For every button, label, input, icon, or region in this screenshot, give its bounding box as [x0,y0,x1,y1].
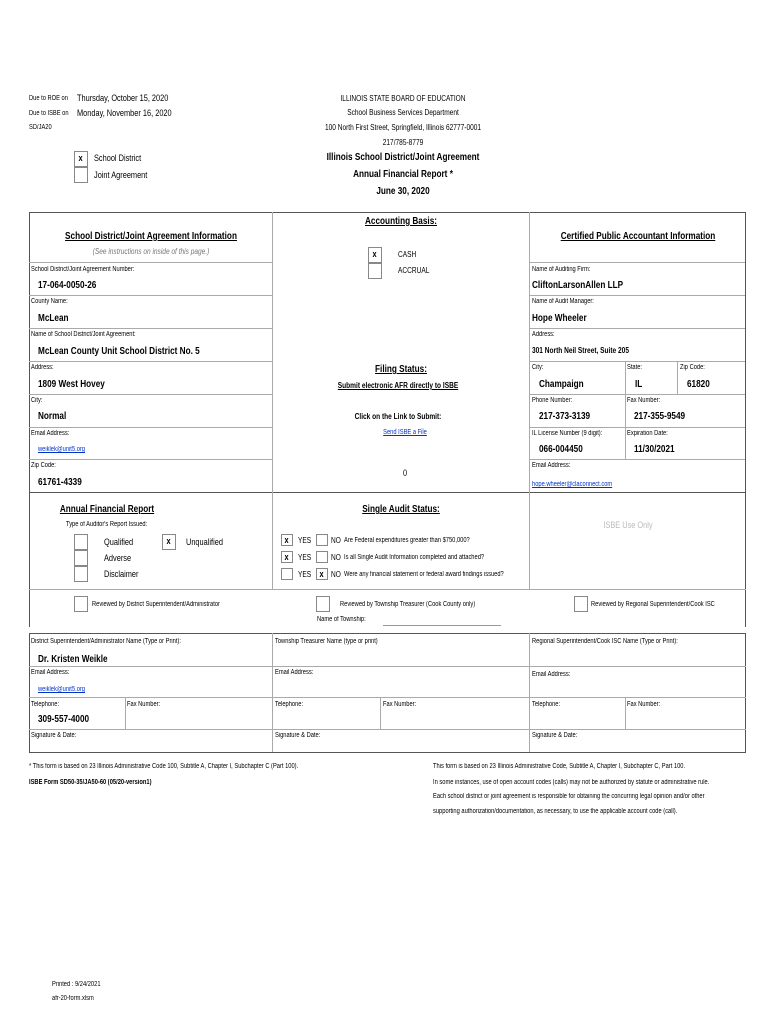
zero-value: 0 [402,468,408,478]
qualified-checkbox[interactable] [74,534,88,550]
county-label: County Name: [31,298,68,305]
firm-label: Name of Auditing Firm: [532,266,591,273]
regional-name-label: Regional Superintendent/Cook ISC Name (Type or Print): [532,638,678,645]
township-review-checkbox[interactable] [316,596,330,612]
frame-right [745,212,746,492]
license-number[interactable]: 066-004450 [539,444,583,455]
unqualified-label: Unqualified [186,537,223,547]
twp-signature-label: Signature & Date: [275,732,321,739]
check-mark: x [319,569,324,579]
sup-email-label: Email Address: [31,669,70,676]
q2-yes-checkbox[interactable] [281,551,293,563]
isbe-use-only: ISBE Use Only [603,520,653,530]
divider-left [272,212,273,492]
cash-label: CASH [398,250,417,259]
district-number-label: School District/Joint Agreement Number: [31,266,135,273]
cpa-address-label: Address: [532,331,555,338]
expiration-date[interactable]: 11/30/2021 [634,444,675,455]
instructions-note: (See instructions on inside of this page.) [92,247,210,256]
district-name-label: Name of School District/Joint Agreement: [31,331,136,338]
accrual-checkbox[interactable] [368,263,382,279]
zip-label: Zip Code: [31,462,56,469]
q3-yes-label: YES [298,570,312,579]
q2-yes-label: YES [298,553,312,562]
firm-name[interactable]: CliftonLarsonAllen LLP [532,280,624,291]
manager-label: Name of Audit Manager: [532,298,594,305]
twp-fax-label: Fax Number: [383,701,417,708]
check-mark: x [166,536,171,546]
q2-no-checkbox[interactable] [316,551,328,563]
cpa-city-label: City: [532,364,544,371]
superintendent-name[interactable]: Dr. Kristen Weikle [38,654,108,665]
cpa-phone[interactable]: 217-373-3139 [539,411,591,422]
frame-top [29,212,746,213]
cpa-fax[interactable]: 217-355-9549 [634,411,686,422]
superintendent-email[interactable]: weiklek@unit5.org [38,686,85,693]
cpa-zip-label: Zip Code: [680,364,705,371]
q1-yes-checkbox[interactable] [281,534,293,546]
send-isbe-link[interactable]: Send ISBE a File [383,429,427,436]
footnote-left: * This form is based on 23 Illinois Administrative Code 100, Subtitle A, Chapter I, Subchapter C (Part 100). [29,763,299,770]
printed-date: Printed : 9/24/2021 [52,981,101,988]
file-name: afr-20-form.xlsm [52,995,94,1002]
adverse-label: Adverse [104,553,132,563]
due-isbe-label: Due to ISBE on [29,110,69,117]
superintendent-telephone[interactable]: 309-557-4000 [38,714,90,725]
state-label: State: [627,364,643,371]
expiration-label: Expiration Date: [627,430,668,437]
email-label: Email Address: [31,430,70,437]
agency-address: 100 North First Street, Springfield, Illinois 62777-0001 [324,123,482,132]
license-label: IL License Number (9 digit): [532,430,603,437]
cpa-address[interactable]: 301 North Neil Street, Suite 205 [532,346,629,355]
district-info-title: School District/Joint Agreement Information [65,231,237,242]
district-number[interactable]: 17-064-0050-26 [38,280,97,291]
form-id: ISBE Form SD50-35/JA50-60 (05/20-version1) [29,779,152,786]
q1-no-label: NO [331,536,341,545]
footnote-right-4: supporting authorization/documentation, as necessary, to use the applicable account code (call). [433,808,678,815]
due-roe-date: Thursday, October 15, 2020 [77,93,169,103]
qualified-label: Qualified [104,537,134,547]
footnote-right-2: In some instances, use of open account codes (calls) may not be authorized by statute or administrative rule. [433,779,710,786]
reg-signature-label: Signature & Date: [532,732,578,739]
agency-name: ILLINOIS STATE BOARD OF EDUCATION [340,94,466,103]
county-name[interactable]: McLean [38,313,69,324]
single-audit-title: Single Audit Status: [362,504,440,515]
cash-checkbox[interactable] [368,247,382,263]
report-type-label: Type of Auditor's Report Issued: [66,521,148,528]
question-federal-expenditures: Are Federal expenditures greater than $750,000? [344,537,470,544]
cpa-email[interactable]: hope.wheeler@claconnect.com [532,481,613,488]
question-findings-issued: Were any financial statement or federal award findings issued? [344,571,504,578]
accrual-label: ACCRUAL [398,266,430,275]
footnote-right-3: Each school district or joint agreement is responsible for obtaining the concurring legal opinion and/or other [433,793,705,800]
township-name-label: Name of Township: [317,616,366,623]
manager-name[interactable]: Hope Wheeler [532,313,587,324]
address-label: Address: [31,364,54,371]
township-review-label: Reviewed by Township Treasurer (Cook County only) [340,601,476,608]
divider-right [529,212,530,492]
district-review-checkbox[interactable] [74,596,88,612]
afr-title: Annual Financial Report [59,504,155,515]
district-email[interactable]: weiklek@unit5.org [38,446,85,453]
disclaimer-label: Disclaimer [104,569,139,579]
check-mark: x [78,153,83,163]
sd-code: SD/JA20 [29,124,52,131]
joint-agreement-checkbox[interactable] [74,167,88,183]
disclaimer-checkbox[interactable] [74,566,88,582]
frame-left [29,212,30,492]
agency-phone: 217/785-8779 [382,138,424,147]
department: School Business Services Department [347,108,459,117]
district-review-label: Reviewed by District Superintendent/Administrator [92,601,220,608]
regional-review-checkbox[interactable] [574,596,588,612]
footnote-right-1: This form is based on 23 Illinois Administrative Code, Subtitle A, Chapter I, Subchapter C, Part 100. [433,763,686,770]
q3-yes-checkbox[interactable] [281,568,293,580]
sup-tel-label: Telephone: [31,701,60,708]
regional-review-label: Reviewed by Regional Superintendent/Cook ISC [591,601,715,608]
reg-email-label: Email Address: [532,671,571,678]
superintendent-name-label: District Superintendent/Administrator Name (Type or Print): [31,638,181,645]
district-address[interactable]: 1809 West Hovey [38,379,105,390]
q1-yes-label: YES [298,536,312,545]
twp-email-label: Email Address: [275,669,314,676]
cpa-state[interactable]: IL [635,379,643,390]
phone-label: Phone Number: [532,397,573,404]
adverse-checkbox[interactable] [74,550,88,566]
cpa-zip[interactable]: 61820 [687,379,710,390]
district-city[interactable]: Normal [38,411,67,422]
click-link-label: Click on the Link to Submit: [354,412,442,421]
reg-fax-label: Fax Number: [627,701,661,708]
check-mark: x [372,249,377,259]
cpa-email-label: Email Address: [532,462,571,469]
filing-status-subtitle: Submit electronic AFR directly to ISBE [337,381,459,390]
treasurer-name-label: Township Treasurer Name (type or print) [275,638,378,645]
sup-fax-label: Fax Number: [127,701,161,708]
report-subtitle: Annual Financial Report * [353,169,453,180]
sup-signature-label: Signature & Date: [31,732,77,739]
question-single-audit-info: Is all Single Audit Information completed and attached? [344,554,485,561]
fax-label: Fax Number: [627,397,661,404]
option-school-district: School District [94,153,142,163]
cpa-info-title: Certified Public Accountant Information [560,231,716,242]
district-zip[interactable]: 61761-4339 [38,477,82,488]
filing-status-title: Filing Status: [375,364,427,375]
city-label: City: [31,397,43,404]
report-date: June 30, 2020 [376,186,430,197]
school-district-checkbox[interactable] [74,151,88,167]
q2-no-label: NO [331,553,341,562]
twp-tel-label: Telephone: [275,701,304,708]
reg-tel-label: Telephone: [532,701,561,708]
accounting-basis-title: Accounting Basis: [365,216,437,227]
q3-no-label: NO [331,570,341,579]
check-mark: x [284,535,289,545]
due-isbe-date: Monday, November 16, 2020 [77,108,172,118]
cpa-city[interactable]: Champaign [539,379,584,390]
unqualified-checkbox[interactable] [162,534,176,550]
check-mark: x [284,552,289,562]
option-joint-agreement: Joint Agreement [94,170,148,180]
district-name[interactable]: McLean County Unit School District No. 5 [38,346,200,357]
q3-no-checkbox[interactable] [316,568,328,580]
report-title: Illinois School District/Joint Agreement [326,152,480,163]
q1-no-checkbox[interactable] [316,534,328,546]
due-roe-label: Due to ROE on [29,95,68,102]
